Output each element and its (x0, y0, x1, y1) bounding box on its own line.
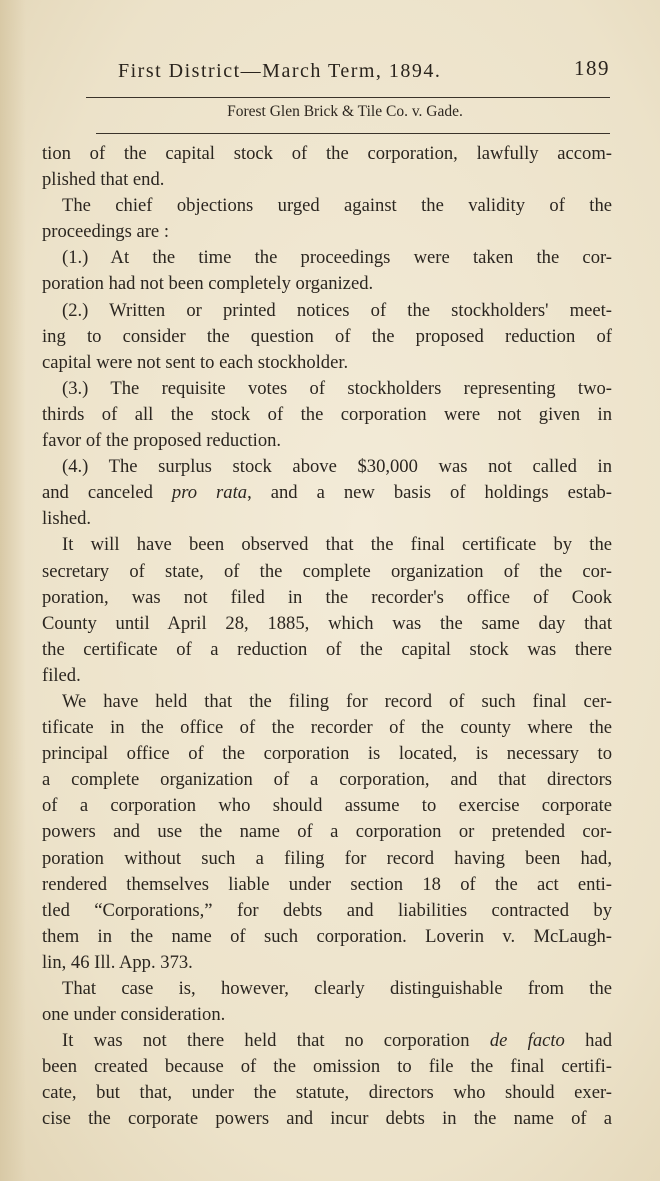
text-line: principal office of the corporation is located, is necessary to (42, 743, 612, 765)
text-line: been created because of the omission to file the final certifi- (42, 1056, 612, 1078)
italic-term: pro rata (171, 482, 248, 504)
text-line: We have held that the filing for record of such final cer- (62, 690, 612, 712)
text-line: cate, but that, under the statute, directors who should exer- (42, 1082, 612, 1104)
text-line: them in the name of such corporation. Loverin v. McLaugh- (42, 925, 612, 947)
text-line: (4.) The surplus stock above $30,000 was not called in (62, 456, 612, 478)
text-line: plished that end. (42, 169, 165, 191)
text-run: , and a new basis of holdings estab- (247, 482, 612, 504)
page-gutter-shadow (0, 0, 26, 1181)
text-line: of a corporation who should assume to exercise corporate (42, 795, 612, 817)
page-number: 189 (574, 56, 610, 80)
text-line: tificate in the office of the recorder of the county where the (42, 717, 612, 739)
text-line: powers and use the name of a corporation or pretended cor- (42, 821, 612, 843)
text-run: and canceled (42, 482, 172, 504)
text-line: capital were not sent to each stockholder. (42, 351, 349, 373)
running-header (118, 56, 610, 90)
text-line (42, 1028, 612, 1054)
text-line: poration without such a filing for record having been had, (42, 847, 612, 869)
text-line: one under consideration. (42, 1004, 226, 1026)
body-text (42, 141, 612, 1133)
case-title: Forest Glen Brick & Tile Co. v. Gade. (227, 103, 463, 120)
text-line: rendered themselves liable under section 18 of the act enti- (42, 873, 612, 895)
text-line: poration, was not filed in the recorder's office of Cook (42, 586, 612, 608)
text-line: County until April 28, 1885, which was the same day that (42, 612, 612, 634)
text-line: secretary of state, of the complete organization of the cor- (42, 560, 612, 582)
text-line: It will have been observed that the final certificate by the (62, 534, 612, 556)
text-line (42, 480, 612, 506)
text-line: a complete organization of a corporation, and that directors (42, 769, 612, 791)
text-line: poration had not been completely organized. (42, 273, 374, 295)
case-title-rule (96, 133, 610, 134)
text-line: cise the corporate powers and incur debts in the name of a (42, 1108, 612, 1130)
text-line: (3.) The requisite votes of stockholders representing two- (62, 377, 612, 399)
text-line: the certificate of a reduction of the capital stock was there (42, 638, 612, 660)
italic-term: de facto (489, 1030, 565, 1052)
text-run: had (564, 1030, 612, 1052)
text-line: tled “Corporations,” for debts and liabilities contracted by (42, 899, 612, 921)
text-line: lished. (42, 508, 92, 530)
text-line: (2.) Written or printed notices of the stockholders' meet- (62, 299, 612, 321)
text-line: The chief objections urged against the validity of the (62, 195, 612, 217)
text-line: ing to consider the question of the proposed reduction of (42, 325, 612, 347)
text-line: That case is, however, clearly distinguishable from the (62, 978, 612, 999)
running-title: First District—March Term, 1894. (118, 60, 442, 82)
text-line: thirds of all the stock of the corporation were not given in (42, 403, 612, 425)
text-line: proceedings are : (42, 221, 169, 243)
text-line: (1.) At the time the proceedings were taken the cor- (62, 247, 612, 269)
text-line: favor of the proposed reduction. (42, 430, 282, 452)
text-line: tion of the capital stock of the corporation, lawfully accom- (42, 143, 612, 164)
header-rule (86, 97, 610, 98)
text-line: lin, 46 Ill. App. 373. (42, 951, 193, 973)
text-run: It was not there held that no corporation (62, 1030, 490, 1052)
text-line: filed. (42, 664, 81, 686)
